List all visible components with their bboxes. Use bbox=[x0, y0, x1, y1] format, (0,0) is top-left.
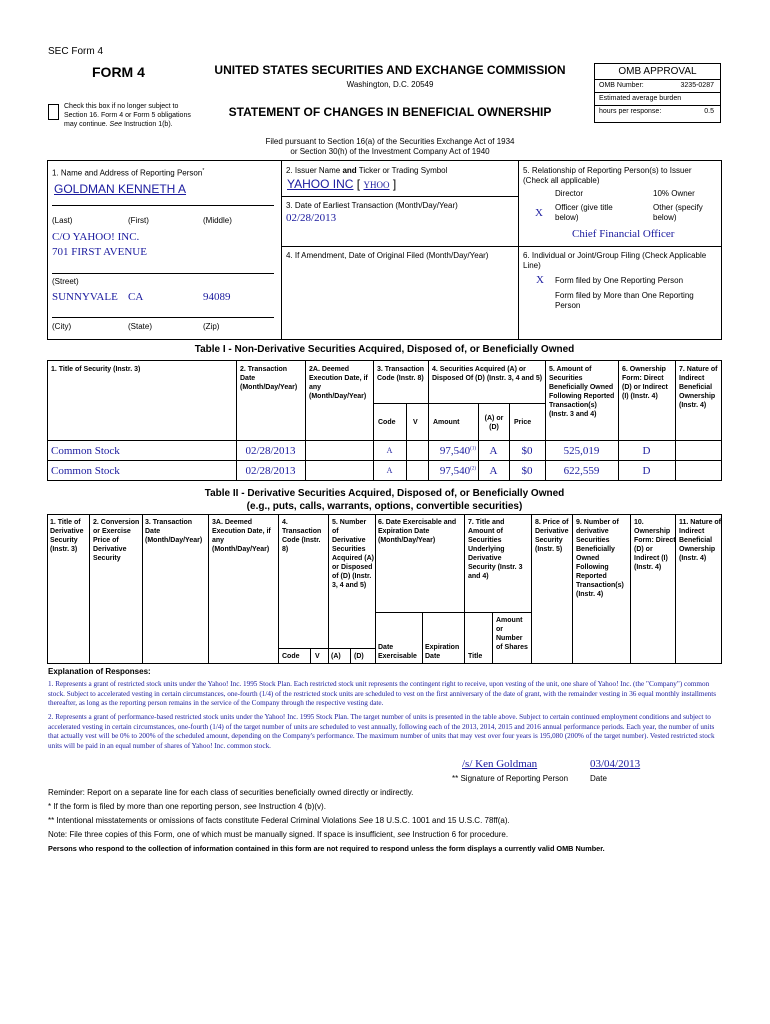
t2-col-nature: 11. Nature of Indirect Beneficial Ownership (Instr. 4) bbox=[679, 519, 722, 562]
address-line-2: 701 FIRST AVENUE bbox=[52, 246, 147, 258]
city-label: (City) bbox=[52, 322, 72, 331]
signature-label: ** Signature of Reporting Person bbox=[452, 774, 569, 783]
t2-col-exercisable: 6. Date Exercisable and Expiration Date (Month/Day/Year) bbox=[378, 519, 457, 544]
omb-hours: 0.5 bbox=[704, 108, 714, 115]
t2-col-underlying: 7. Title and Amount of Securities Underlying Derivative Security (Instr. 3 and 4) bbox=[468, 519, 523, 580]
t1-col-owned: 5. Amount of Securities Beneficially Owned Following Reported Transaction(s) (Instr. 3 and 4) bbox=[549, 366, 615, 418]
commission-title: UNITED STATES SECURITIES AND EXCHANGE COMMISSION bbox=[214, 63, 566, 77]
reminder: Reminder: Report on a separate line for each class of securities beneficially owned directly or indirectly. bbox=[48, 788, 414, 797]
other-option[interactable]: Other (specify below) bbox=[653, 203, 703, 222]
date-label: Date bbox=[590, 774, 607, 783]
t2-sub-title: Title bbox=[468, 653, 483, 660]
t1-sub-code: Code bbox=[378, 419, 396, 426]
amendment-label: 4. If Amendment, Date of Original Filed (Month/Day/Year) bbox=[286, 251, 489, 260]
double-star-note: ** Intentional misstatements or omissions of facts constitute Federal Criminal Violations See 18 U.S.C. 1001 and 15 U.S.C. 78ff(a). bbox=[48, 816, 510, 825]
t1-row1-price: $0 bbox=[521, 445, 533, 457]
reporting-person-label: 1. Name and Address of Reporting Person* bbox=[52, 168, 205, 178]
zip-label: (Zip) bbox=[203, 322, 220, 331]
t1-row1-code: A bbox=[386, 446, 393, 455]
t2-col-number: 5. Number of Derivative Securities Acquired (A) or Disposed of (D) (Instr. 3, 4 and 5) bbox=[332, 519, 374, 589]
t1-row1-aord: A bbox=[489, 445, 498, 457]
middle-label: (Middle) bbox=[203, 216, 232, 225]
file-note: Note: File three copies of this Form, one of which must be manually signed. If space is insufficient, see Instruction 6 for procedure. bbox=[48, 830, 509, 839]
no-longer-subject-checkbox[interactable] bbox=[48, 104, 59, 120]
issuer-name-line: YAHOO INC [ YHOO ] bbox=[287, 177, 397, 191]
director-option[interactable]: Director bbox=[555, 189, 584, 198]
persons-note: Persons who respond to the collection of information contained in this form are not required to respond unless the form displays a currently valid OMB Number. bbox=[48, 844, 605, 853]
issuer-ticker[interactable]: YHOO bbox=[363, 180, 390, 190]
more-person-option[interactable]: Form filed by More than One Reporting Person bbox=[555, 291, 694, 310]
t1-sub-price: Price bbox=[514, 419, 532, 426]
reporting-person-name[interactable]: GOLDMAN KENNETH A bbox=[54, 182, 187, 196]
t1-row2-owned: 622,559 bbox=[563, 465, 600, 477]
street-label: (Street) bbox=[52, 277, 79, 286]
t1-row2-title: Common Stock bbox=[51, 465, 120, 477]
footnote-2: 2. Represents a grant of performance-based restricted stock units under the Yahoo! Inc. 1995 Stock Plan. The target number of units is presented in the table above. Subject to certain continued employment conditions and subject to accelerated vesting in certain circumstances, one-fourth (1/4) of the target number of units are scheduled to vest annually, following each of the 2013, 2014, 2015 and 2016 annual performance periods. Each year, the number of units that actually vest will be 0% to 200% of the scheduled amount, depending on the Company's performance. The maximum number of units that may vest over four years is 195,080 (200% of the target number). Vested restricted stock units will be paid in an equal number of shares of Yahoo! Inc. common stock. bbox=[48, 713, 715, 750]
one-person-option[interactable]: Form filed by One Reporting Person bbox=[555, 276, 684, 285]
filed-pursuant: Filed pursuant to Section 16(a) of the Securities Exchange Act of 1934 or Section 30(h) of the Investment Company Act of 1940 bbox=[265, 137, 515, 156]
officer-check-mark: X bbox=[535, 207, 543, 219]
omb-number-label: OMB Number: bbox=[599, 82, 644, 89]
t1-sub-v: V bbox=[413, 419, 418, 426]
last-label: (Last) bbox=[52, 216, 73, 225]
signature-date: 03/04/2013 bbox=[590, 758, 641, 770]
omb-burden-label: Estimated average burden bbox=[595, 93, 720, 106]
issuer-name[interactable]: YAHOO INC bbox=[287, 177, 354, 191]
city-value: SUNNYVALE bbox=[52, 291, 118, 303]
signature: /s/ Ken Goldman bbox=[462, 758, 538, 770]
omb-hours-label: hours per response: bbox=[599, 108, 662, 115]
t1-sub-aord: (A) or (D) bbox=[484, 415, 504, 431]
omb-number: 3235-0287 bbox=[680, 82, 714, 89]
officer-title: Chief Financial Officer bbox=[572, 228, 675, 240]
relationship-label: 5. Relationship of Reporting Person(s) to Issuer (Check all applicable) bbox=[523, 166, 692, 185]
issuer-label: 2. Issuer Name and Ticker or Trading Symbol bbox=[286, 166, 448, 175]
form-title: FORM 4 bbox=[92, 64, 145, 80]
t2-col-date: 3. Transaction Date (Month/Day/Year) bbox=[145, 519, 203, 544]
t1-col-form: 6. Ownership Form: Direct (D) or Indirect (I) (Instr. 4) bbox=[622, 366, 668, 400]
explanation-title: Explanation of Responses: bbox=[48, 667, 151, 676]
t2-col-form: 10. Ownership Form: Direct (D) or Indirect (I) (Instr. 4) bbox=[634, 519, 676, 571]
commission-city: Washington, D.C. 20549 bbox=[346, 80, 434, 89]
t2-sub-code: Code bbox=[282, 653, 300, 660]
zip-value: 94089 bbox=[203, 291, 231, 303]
t1-row2-code: A bbox=[386, 466, 393, 475]
t2-sub-a: (A) bbox=[331, 653, 341, 660]
t1-row2-amount: 97,540$^{(2)}$ bbox=[439, 465, 476, 477]
t2-col-owned: 9. Number of derivative Securities Beneficially Owned Following Reported Transaction(s) (Instr. 4) bbox=[576, 519, 624, 598]
sec-form-label: SEC Form 4 bbox=[48, 46, 104, 57]
officer-option[interactable]: Officer (give title below) bbox=[555, 203, 613, 222]
t1-row1-date: 02/28/2013 bbox=[245, 445, 296, 457]
t1-col-securities: 4. Securities Acquired (A) or Disposed Of (D) (Instr. 3, 4 and 5) bbox=[432, 366, 543, 382]
t1-row2-date: 02/28/2013 bbox=[245, 465, 296, 477]
state-label: (State) bbox=[128, 322, 153, 331]
t2-sub-amount: Amount or Number of Shares bbox=[496, 617, 528, 651]
t1-col-title: 1. Title of Security (Instr. 3) bbox=[51, 366, 141, 373]
omb-approval-box bbox=[594, 63, 721, 123]
state-value: CA bbox=[128, 291, 144, 303]
t1-row1-form: D bbox=[642, 445, 651, 457]
star-note: * If the form is filed by more than one reporting person, see Instruction 4 (b)(v). bbox=[48, 802, 326, 811]
t1-row2-price: $0 bbox=[521, 465, 533, 477]
table1-title: Table I - Non-Derivative Securities Acquired, Disposed of, or Beneficially Owned bbox=[194, 344, 575, 355]
address-line-1: C/O YAHOO! INC. bbox=[52, 231, 140, 243]
t1-row1-amount: 97,540$^{(1)}$ bbox=[439, 445, 476, 457]
t1-sub-amount: Amount bbox=[433, 419, 460, 426]
t2-col-price: 8. Price of Derivative Security (Instr. 5) bbox=[535, 519, 569, 553]
t1-row1-owned: 525,019 bbox=[563, 445, 600, 457]
t2-sub-v: V bbox=[315, 653, 320, 660]
t1-col-code: 3. Transaction Code (Instr. 8) bbox=[377, 366, 425, 382]
t1-col-nature: 7. Nature of Indirect Beneficial Ownership (Instr. 4) bbox=[679, 366, 718, 409]
t1-row1-title: Common Stock bbox=[51, 445, 120, 457]
t1-row2-form: D bbox=[642, 465, 651, 477]
statement-title: STATEMENT OF CHANGES IN BENEFICIAL OWNERSHIP bbox=[228, 105, 552, 119]
t1-col-date: 2. Transaction Date (Month/Day/Year) bbox=[240, 366, 298, 391]
footnote-1: 1. Represents a grant of restricted stock units under the Yahoo! Inc. 1995 Stock Plan. Each restricted stock unit represents the contingent right to receive, upon vesting of the unit, one share of Yahoo! Inc. (the "Company") common stock. Subject to accelerated vesting in certain circumstances, one-fourth (1/4) of the restricted stock units are scheduled to vest on the first anniversary of the date of grant, with the remainder vesting in 36 equal monthly installments thereafter, as long as the reporting person remains in the service of the Company through the respective vesting date. bbox=[48, 680, 717, 707]
table2-title: Table II - Derivative Securities Acquired, Disposed of, or Beneficially Owned (e.g., puts, calls, warrants, options, convertible securities) bbox=[204, 488, 565, 512]
checkbox-text: Check this box if no longer subject to Section 16. Form 4 or Form 5 obligations may continue. See Instruction 1(b). bbox=[64, 103, 191, 128]
earliest-date-label: 3. Date of Earliest Transaction (Month/Day/Year) bbox=[286, 201, 458, 210]
filing-label: 6. Individual or Joint/Group Filing (Check Applicable Line) bbox=[523, 251, 707, 270]
t2-sub-date-ex: Date Exercisable bbox=[378, 644, 417, 660]
t2-col-title: 1. Title of Derivative Security (Instr. 3) bbox=[50, 519, 84, 553]
first-label: (First) bbox=[128, 216, 149, 225]
t2-col-code: 4. Transaction Code (Instr. 8) bbox=[282, 519, 322, 553]
t2-col-conversion: 2. Conversion or Exercise Price of Derivative Security bbox=[93, 519, 140, 562]
t1-row2-aord: A bbox=[489, 465, 498, 477]
one-person-check-mark: X bbox=[536, 274, 544, 286]
t1-col-deemed: 2A. Deemed Execution Date, if any (Month/Day/Year) bbox=[309, 366, 368, 400]
omb-title: OMB APPROVAL bbox=[595, 64, 720, 80]
t2-col-deemed: 3A. Deemed Execution Date, if any (Month/Day/Year) bbox=[212, 519, 271, 553]
t2-sub-exp: Expiration Date bbox=[425, 644, 460, 660]
t2-sub-d: (D) bbox=[354, 653, 364, 660]
earliest-date: 02/28/2013 bbox=[286, 212, 337, 224]
ten-percent-owner-option[interactable]: 10% Owner bbox=[653, 189, 695, 198]
